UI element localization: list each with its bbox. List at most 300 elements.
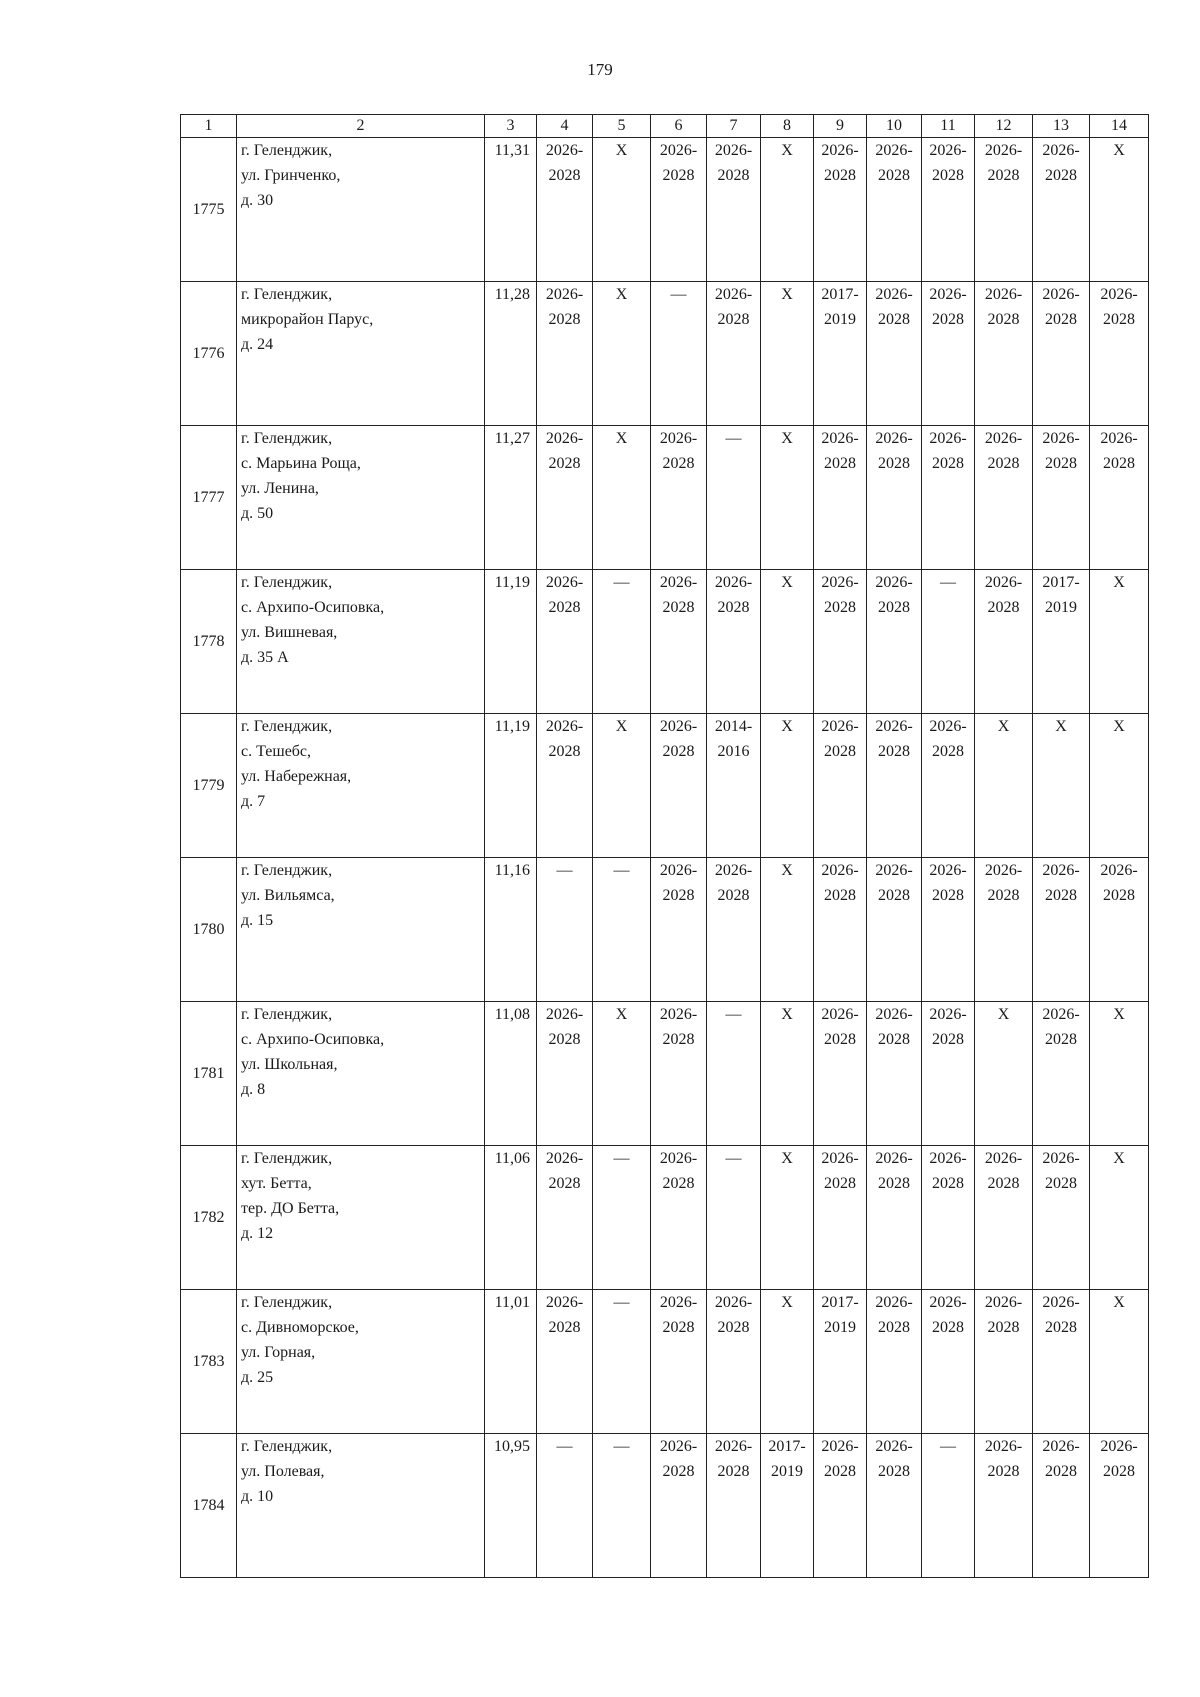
address-line: ул. Школьная,	[241, 1056, 338, 1073]
address-line: г. Геленджик,	[241, 574, 333, 591]
table-row	[181, 1434, 1149, 1578]
schedule-cell-col-13	[1033, 282, 1090, 426]
schedule-cell-col-12	[975, 714, 1033, 858]
schedule-cell-col-5	[593, 570, 651, 714]
address-line: ул. Вильямса,	[241, 887, 335, 904]
schedule-cell-col-14	[1090, 1290, 1149, 1434]
column-header-4: 4	[537, 115, 593, 138]
address-line: с. Архипо-Осиповка,	[241, 1031, 385, 1048]
schedule-cell-col-4	[537, 1434, 593, 1578]
schedule-value: —	[613, 862, 630, 879]
schedule-value: 2026-	[1042, 1150, 1080, 1167]
schedule-value: 2028	[548, 743, 581, 760]
schedule-cell-col-10	[867, 138, 922, 282]
schedule-value: 2026-	[875, 1150, 913, 1167]
schedule-value: 2026-	[659, 1294, 698, 1311]
schedule-value: —	[940, 1438, 956, 1455]
schedule-value: 2028	[662, 1031, 695, 1048]
row-number: 1777	[181, 426, 237, 570]
schedule-cell-col-13	[1033, 570, 1090, 714]
schedule-value: 2028	[987, 455, 1020, 472]
schedule-value: —	[556, 1438, 573, 1455]
schedule-cell-col-4	[537, 858, 593, 1002]
schedule-value: 2026-	[659, 862, 698, 879]
schedule-value: 2028	[717, 167, 750, 184]
schedule-cell-col-8	[761, 282, 814, 426]
schedule-cell-col-7	[707, 282, 761, 426]
schedule-value: 2026-	[875, 1006, 913, 1023]
schedule-value: 2028	[1045, 455, 1077, 472]
schedule-value: 2026-	[929, 286, 967, 303]
area-cell: 11,16	[485, 858, 537, 1002]
schedule-cell-col-9	[814, 1290, 867, 1434]
schedule-value: —	[556, 862, 573, 879]
schedule-cell-col-4	[537, 426, 593, 570]
row-number: 1776	[181, 282, 237, 426]
address-cell	[237, 570, 485, 714]
schedule-cell-col-11	[922, 1002, 975, 1146]
table-row	[181, 1146, 1149, 1290]
address-line: с. Марьина Роща,	[241, 455, 361, 472]
schedule-value: 2028	[1103, 311, 1135, 328]
schedule-value: 2026-	[1042, 430, 1080, 447]
schedule-value: Х	[615, 142, 628, 159]
schedule-value: 2028	[1045, 887, 1077, 904]
schedule-cell-col-4	[537, 570, 593, 714]
schedule-value: 2028	[717, 1463, 750, 1480]
schedule-value: 2028	[824, 887, 856, 904]
schedule-value: 2028	[878, 599, 910, 616]
schedule-cell-col-5	[593, 858, 651, 1002]
table-row	[181, 1002, 1149, 1146]
schedule-value: 2026-	[929, 142, 967, 159]
column-header-3: 3	[485, 115, 537, 138]
schedule-value: 2026-	[984, 1438, 1023, 1455]
schedule-value: 2026-	[714, 574, 753, 591]
schedule-cell-col-8	[761, 714, 814, 858]
schedule-value: Х	[615, 1006, 628, 1023]
schedule-cell-col-5	[593, 138, 651, 282]
schedule-value: 2026-	[1042, 1294, 1080, 1311]
schedule-value: 2026-	[821, 862, 859, 879]
schedule-cell-col-8	[761, 1002, 814, 1146]
address-line: ул. Вишневая,	[241, 624, 338, 641]
column-header-2: 2	[237, 115, 485, 138]
address-cell	[237, 1002, 485, 1146]
schedule-value: 2028	[878, 1175, 910, 1192]
schedule-cell-col-5	[593, 714, 651, 858]
schedule-cell-col-10	[867, 714, 922, 858]
schedule-value: 2028	[878, 1319, 910, 1336]
schedule-cell-col-13	[1033, 714, 1090, 858]
schedule-cell-col-6	[651, 1434, 707, 1578]
schedule-value: 2028	[662, 1319, 695, 1336]
schedule-value: —	[725, 430, 742, 447]
schedule-value: 2026-	[545, 286, 584, 303]
schedule-cell-col-5	[593, 1290, 651, 1434]
schedule-cell-col-6	[651, 138, 707, 282]
schedule-value: 2028	[1103, 1463, 1135, 1480]
address-line: д. 10	[241, 1488, 274, 1505]
column-header-5: 5	[593, 115, 651, 138]
schedule-value: 2028	[717, 1319, 750, 1336]
column-header-12: 12	[975, 115, 1033, 138]
table-body	[181, 138, 1149, 1578]
schedule-value: 2026-	[929, 718, 967, 735]
area-cell: 11,27	[485, 426, 537, 570]
area-cell: 11,19	[485, 714, 537, 858]
schedule-value: 2017-	[1042, 574, 1080, 591]
schedule-value: 2028	[824, 1031, 856, 1048]
schedule-cell-col-4	[537, 138, 593, 282]
address-line: д. 12	[241, 1225, 274, 1242]
schedule-value: 2026-	[929, 1006, 967, 1023]
schedule-cell-col-8	[761, 1434, 814, 1578]
schedule-cell-col-10	[867, 858, 922, 1002]
schedule-cell-col-4	[537, 282, 593, 426]
schedule-value: 2026-	[659, 1150, 698, 1167]
schedule-value: 2026-	[984, 862, 1023, 879]
row-number: 1783	[181, 1290, 237, 1434]
area-cell: 11,01	[485, 1290, 537, 1434]
schedule-value: 2026-	[821, 1006, 859, 1023]
schedule-value: 2028	[717, 887, 750, 904]
address-cell	[237, 1434, 485, 1578]
schedule-value: 2028	[878, 887, 910, 904]
schedule-cell-col-9	[814, 1434, 867, 1578]
schedule-value: 2026-	[875, 862, 913, 879]
schedule-value: 2028	[987, 1175, 1020, 1192]
schedule-cell-col-7	[707, 714, 761, 858]
schedule-cell-col-6	[651, 1002, 707, 1146]
schedule-value: 2019	[824, 1319, 856, 1336]
schedule-value: 2028	[662, 599, 695, 616]
schedule-cell-col-11	[922, 1146, 975, 1290]
schedule-cell-col-7	[707, 426, 761, 570]
schedule-value: Х	[781, 862, 793, 879]
address-line: г. Геленджик,	[241, 1438, 333, 1455]
schedule-value: 2026-	[875, 142, 913, 159]
schedule-cell-col-6	[651, 858, 707, 1002]
schedule-value: 2028	[548, 455, 581, 472]
schedule-value: 2028	[1045, 167, 1077, 184]
schedule-cell-col-10	[867, 282, 922, 426]
schedule-cell-col-5	[593, 426, 651, 570]
address-cell	[237, 1290, 485, 1434]
address-line: с. Архипо-Осиповка,	[241, 599, 385, 616]
schedule-value: 2026-	[714, 1294, 753, 1311]
schedule-value: 2028	[987, 887, 1020, 904]
column-number-header	[181, 115, 1149, 138]
schedule-value: Х	[997, 1006, 1010, 1023]
schedule-value: 2028	[824, 1175, 856, 1192]
schedule-value: 2017-	[768, 1438, 806, 1455]
schedule-cell-col-6	[651, 714, 707, 858]
schedule-cell-col-12	[975, 1434, 1033, 1578]
schedule-cell-col-9	[814, 570, 867, 714]
schedule-cell-col-4	[537, 714, 593, 858]
schedule-value: —	[725, 1150, 742, 1167]
column-header-10: 10	[867, 115, 922, 138]
schedule-cell-col-9	[814, 1146, 867, 1290]
address-line: д. 30	[241, 192, 274, 209]
schedule-value: 2026-	[821, 142, 859, 159]
schedule-value: 2028	[824, 455, 856, 472]
schedule-value: —	[613, 1438, 630, 1455]
schedule-value: Х	[1113, 1006, 1125, 1023]
schedule-value: 2028	[987, 311, 1020, 328]
column-header-7: 7	[707, 115, 761, 138]
row-number: 1780	[181, 858, 237, 1002]
schedule-value: 2026-	[875, 1438, 913, 1455]
address-cell	[237, 1146, 485, 1290]
schedule-value: —	[613, 1150, 630, 1167]
schedule-value: 2028	[987, 1319, 1020, 1336]
area-cell: 11,31	[485, 138, 537, 282]
schedule-cell-col-14	[1090, 426, 1149, 570]
schedule-value: 2028	[987, 167, 1020, 184]
schedule-cell-col-7	[707, 138, 761, 282]
schedule-value: 2019	[771, 1463, 803, 1480]
schedule-value: Х	[781, 142, 793, 159]
schedule-cell-col-6	[651, 1146, 707, 1290]
schedule-cell-col-7	[707, 1146, 761, 1290]
schedule-cell-col-9	[814, 282, 867, 426]
schedule-value: Х	[781, 1150, 793, 1167]
schedule-value: 2028	[932, 167, 964, 184]
schedule-cell-col-4	[537, 1146, 593, 1290]
row-number: 1782	[181, 1146, 237, 1290]
schedule-value: 2028	[932, 1319, 964, 1336]
schedule-value: 2026-	[714, 1438, 753, 1455]
schedule-value: 2028	[932, 455, 964, 472]
table-row	[181, 138, 1149, 282]
column-header-14: 14	[1090, 115, 1149, 138]
schedule-value: 2026-	[984, 430, 1023, 447]
schedule-value: Х	[1113, 718, 1125, 735]
schedule-cell-col-9	[814, 714, 867, 858]
schedule-value: Х	[615, 286, 628, 303]
schedule-value: 2026-	[875, 574, 913, 591]
schedule-value: 2028	[824, 599, 856, 616]
schedule-value: 2028	[662, 1463, 695, 1480]
schedule-cell-col-8	[761, 1146, 814, 1290]
address-line: д. 15	[241, 912, 274, 929]
schedule-value: —	[940, 574, 956, 591]
schedule-cell-col-10	[867, 1290, 922, 1434]
schedule-value: 2028	[1045, 311, 1077, 328]
schedule-cell-col-12	[975, 1002, 1033, 1146]
schedule-cell-col-14	[1090, 1002, 1149, 1146]
address-line: г. Геленджик,	[241, 862, 333, 879]
address-line: ул. Ленина,	[241, 480, 319, 497]
schedule-value: 2028	[662, 1175, 695, 1192]
schedule-value: Х	[997, 718, 1010, 735]
schedule-value: 2028	[932, 1175, 964, 1192]
schedule-value: 2028	[824, 743, 856, 760]
schedule-value: 2026-	[659, 718, 698, 735]
schedule-value: 2026-	[929, 430, 967, 447]
schedule-value: Х	[1055, 718, 1067, 735]
address-line: д. 25	[241, 1369, 274, 1386]
schedule-cell-col-14	[1090, 714, 1149, 858]
address-line: ул. Набережная,	[241, 768, 352, 785]
schedule-cell-col-12	[975, 282, 1033, 426]
schedule-cell-col-11	[922, 1290, 975, 1434]
schedule-value: 2026-	[1042, 142, 1080, 159]
schedule-value: 2028	[987, 1463, 1020, 1480]
schedule-cell-col-12	[975, 858, 1033, 1002]
address-line: ул. Горная,	[241, 1344, 316, 1361]
area-cell: 10,95	[485, 1434, 537, 1578]
row-number: 1781	[181, 1002, 237, 1146]
schedule-value: 2028	[878, 167, 910, 184]
schedule-cell-col-6	[651, 1290, 707, 1434]
schedule-value: 2026-	[1042, 862, 1080, 879]
schedule-cell-col-9	[814, 1002, 867, 1146]
schedule-value: 2028	[1045, 1319, 1077, 1336]
schedule-cell-col-6	[651, 426, 707, 570]
schedule-value: 2026-	[659, 430, 698, 447]
schedule-value: 2028	[1045, 1463, 1077, 1480]
address-line: г. Геленджик,	[241, 142, 333, 159]
address-line: г. Геленджик,	[241, 430, 333, 447]
schedule-cell-col-10	[867, 1002, 922, 1146]
schedule-value: Х	[781, 286, 793, 303]
schedule-value: —	[613, 574, 630, 591]
column-header-13: 13	[1033, 115, 1090, 138]
column-header-9: 9	[814, 115, 867, 138]
schedule-value: 2026-	[875, 286, 913, 303]
address-line: ул. Гринченко,	[241, 167, 341, 184]
schedule-value: 2026-	[875, 430, 913, 447]
schedule-cell-col-9	[814, 858, 867, 1002]
schedule-cell-col-13	[1033, 1146, 1090, 1290]
schedule-cell-col-13	[1033, 138, 1090, 282]
schedule-value: Х	[781, 1294, 793, 1311]
schedule-cell-col-8	[761, 1290, 814, 1434]
schedule-value: Х	[781, 718, 793, 735]
schedule-cell-col-13	[1033, 426, 1090, 570]
schedule-value: 2026-	[821, 718, 859, 735]
address-line: д. 8	[241, 1081, 266, 1098]
schedule-value: 2026-	[545, 574, 584, 591]
address-line: тер. ДО Бетта,	[241, 1200, 340, 1217]
schedule-cell-col-8	[761, 570, 814, 714]
schedule-value: 2026-	[714, 142, 753, 159]
schedule-cell-col-5	[593, 282, 651, 426]
row-number: 1778	[181, 570, 237, 714]
schedule-cell-col-10	[867, 1146, 922, 1290]
schedule-value: 2019	[1045, 599, 1077, 616]
schedule-cell-col-11	[922, 282, 975, 426]
schedule-value: 2026-	[1100, 286, 1138, 303]
schedule-value: 2026-	[929, 1150, 967, 1167]
column-header-11: 11	[922, 115, 975, 138]
schedule-cell-col-10	[867, 1434, 922, 1578]
schedule-value: 2028	[878, 311, 910, 328]
schedule-cell-col-14	[1090, 570, 1149, 714]
schedule-value: Х	[781, 430, 793, 447]
address-line: хут. Бетта,	[241, 1175, 312, 1192]
schedule-value: —	[670, 286, 687, 303]
table-row	[181, 570, 1149, 714]
address-line: д. 35 А	[241, 649, 289, 666]
schedule-value: Х	[1113, 142, 1125, 159]
schedule-value: 2028	[548, 1031, 581, 1048]
area-cell: 11,08	[485, 1002, 537, 1146]
address-line: г. Геленджик,	[241, 718, 333, 735]
schedule-value: 2026-	[875, 718, 913, 735]
schedule-cell-col-13	[1033, 1002, 1090, 1146]
repair-schedule-table	[180, 114, 1149, 1578]
address-cell	[237, 858, 485, 1002]
schedule-cell-col-12	[975, 426, 1033, 570]
schedule-cell-col-11	[922, 426, 975, 570]
address-line: с. Дивноморское,	[241, 1319, 359, 1336]
schedule-cell-col-5	[593, 1434, 651, 1578]
schedule-value: 2028	[878, 455, 910, 472]
schedule-cell-col-14	[1090, 282, 1149, 426]
schedule-cell-col-13	[1033, 858, 1090, 1002]
row-number: 1779	[181, 714, 237, 858]
schedule-cell-col-8	[761, 858, 814, 1002]
schedule-value: Х	[1113, 1294, 1125, 1311]
area-cell: 11,06	[485, 1146, 537, 1290]
schedule-value: 2026-	[984, 142, 1023, 159]
schedule-value: 2026-	[984, 574, 1023, 591]
schedule-cell-col-7	[707, 858, 761, 1002]
schedule-value: 2026-	[1042, 1006, 1080, 1023]
schedule-value: 2017-	[821, 286, 859, 303]
schedule-value: Х	[615, 718, 628, 735]
schedule-value: 2026-	[1100, 862, 1138, 879]
schedule-value: Х	[781, 574, 793, 591]
schedule-cell-col-7	[707, 1434, 761, 1578]
schedule-value: 2028	[932, 1031, 964, 1048]
schedule-cell-col-11	[922, 1434, 975, 1578]
schedule-value: 2028	[878, 743, 910, 760]
row-number: 1784	[181, 1434, 237, 1578]
schedule-value: 2028	[548, 1175, 581, 1192]
schedule-value: 2028	[548, 167, 581, 184]
schedule-value: 2028	[1103, 455, 1135, 472]
schedule-cell-col-9	[814, 138, 867, 282]
schedule-value: 2028	[932, 743, 964, 760]
schedule-cell-col-13	[1033, 1290, 1090, 1434]
schedule-cell-col-12	[975, 1290, 1033, 1434]
schedule-value: 2026-	[545, 142, 584, 159]
schedule-cell-col-13	[1033, 1434, 1090, 1578]
schedule-cell-col-8	[761, 426, 814, 570]
schedule-cell-col-11	[922, 858, 975, 1002]
address-line: г. Геленджик,	[241, 286, 333, 303]
schedule-cell-col-12	[975, 1146, 1033, 1290]
schedule-value: 2026-	[1100, 430, 1138, 447]
schedule-value: 2026-	[821, 1438, 859, 1455]
address-line: с. Тешебс,	[241, 743, 312, 760]
address-cell	[237, 282, 485, 426]
schedule-value: 2028	[878, 1463, 910, 1480]
schedule-cell-col-14	[1090, 138, 1149, 282]
table-row	[181, 1290, 1149, 1434]
area-cell: 11,19	[485, 570, 537, 714]
schedule-cell-col-5	[593, 1002, 651, 1146]
table-row	[181, 714, 1149, 858]
schedule-value: 2026-	[984, 1294, 1023, 1311]
schedule-value: 2028	[987, 599, 1020, 616]
schedule-value: Х	[1113, 574, 1125, 591]
